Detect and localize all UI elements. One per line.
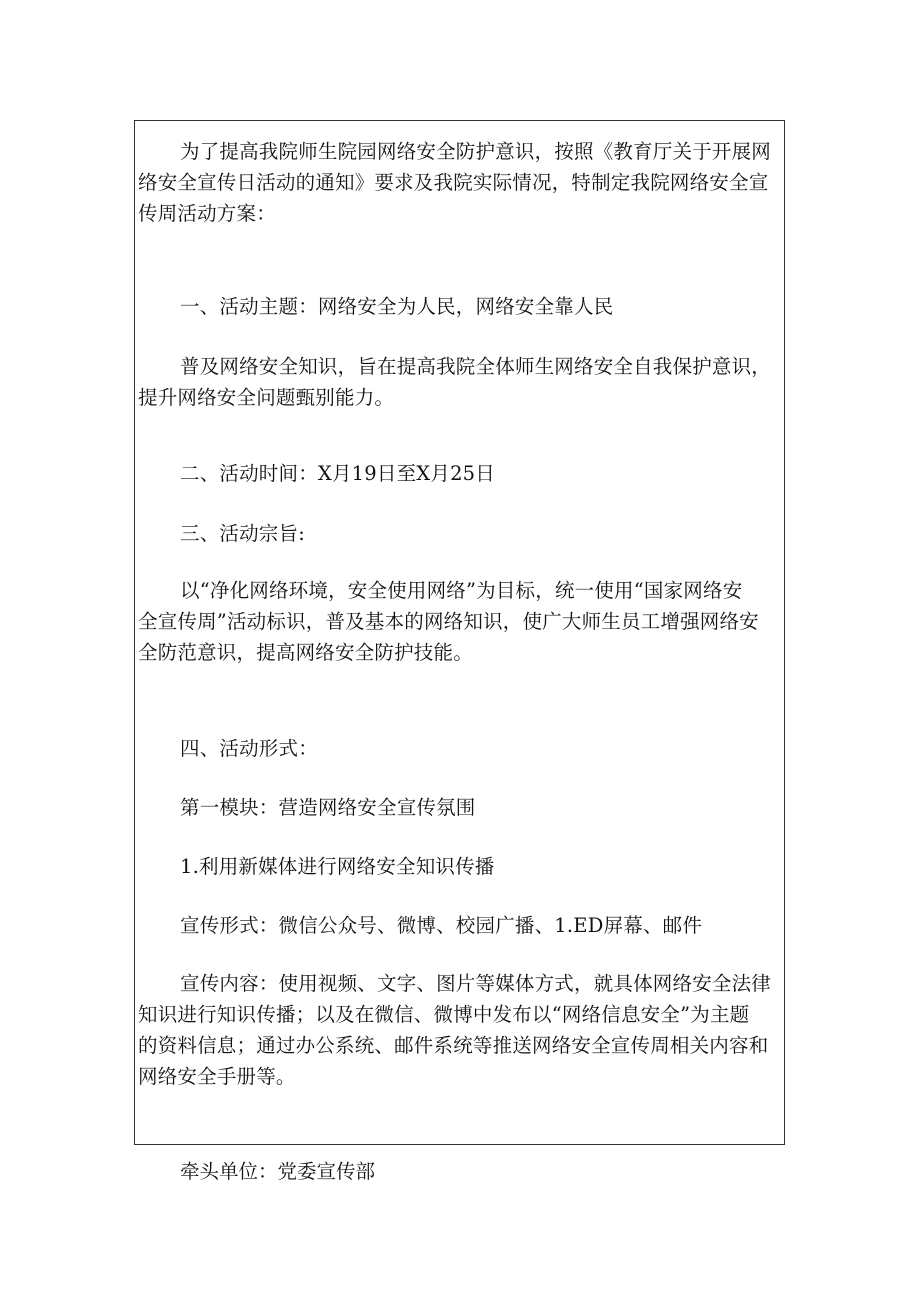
module-one-heading xyxy=(138,792,783,823)
theme-body-paragraph xyxy=(138,351,783,413)
text-line: 宣传内容：使用视频、文字、图片等媒体方式，就具体网络安全法律 xyxy=(180,972,772,995)
text-line: 的资料信息；通过办公系统、邮件系统等推送网络安全宣传周相关内容和 xyxy=(138,1034,769,1057)
text-line: 全宣传周”活动标识，普及基本的网络知识，使广大师生员工增强网络安 xyxy=(138,610,759,633)
text-line: 全防范意识，提高网络安全防护技能。 xyxy=(138,641,473,664)
text-line: 以“净化网络环境，安全使用网络”为目标，统一使用“国家网络安 xyxy=(180,579,743,602)
intro-paragraph xyxy=(138,136,783,229)
text-line: 一、活动主题：网络安全为人民，网络安全靠人民 xyxy=(180,295,614,318)
text-line: 三、活动宗旨: xyxy=(180,522,305,545)
text-line: 宣传形式：微信公众号、微博、校园广播、1.ED屏幕、邮件 xyxy=(180,914,703,937)
time-heading xyxy=(138,458,783,489)
promo-content-paragraph xyxy=(138,968,783,1092)
text-line: 络安全宣传日活动的通知》要求及我院实际情况，特制定我院网络安全宣 xyxy=(138,171,769,194)
theme-heading xyxy=(138,291,783,322)
item-one-heading xyxy=(138,851,783,882)
purpose-heading xyxy=(138,518,783,549)
text-line: 1.利用新媒体进行网络安全知识传播 xyxy=(180,855,495,878)
text-line: 传周活动方案： xyxy=(138,202,276,225)
text-line: 网络安全手册等。 xyxy=(138,1065,296,1088)
purpose-body-paragraph xyxy=(138,575,783,668)
text-line: 知识进行知识传播；以及在微信、微博中发布以“网络信息安全”为主题 xyxy=(138,1003,750,1026)
text-line: 为了提高我院师生院园网络安全防护意识，按照《教育厅关于开展网 xyxy=(180,140,772,163)
promo-form-line xyxy=(138,910,783,941)
form-heading xyxy=(138,733,783,764)
text-line: 二、活动时间：X月19日至X月25日 xyxy=(180,462,495,485)
text-line: 提升网络安全问题甄别能力。 xyxy=(138,386,395,409)
text-line: 第一模块：营造网络安全宣传氛围 xyxy=(180,796,476,819)
lead-unit-line: 牵头单位：党委宣传部 xyxy=(180,1160,376,1183)
text-line: 四、活动形式： xyxy=(180,737,318,760)
text-line: 普及网络安全知识，旨在提高我院全体师生网络安全自我保护意识， xyxy=(180,355,772,378)
